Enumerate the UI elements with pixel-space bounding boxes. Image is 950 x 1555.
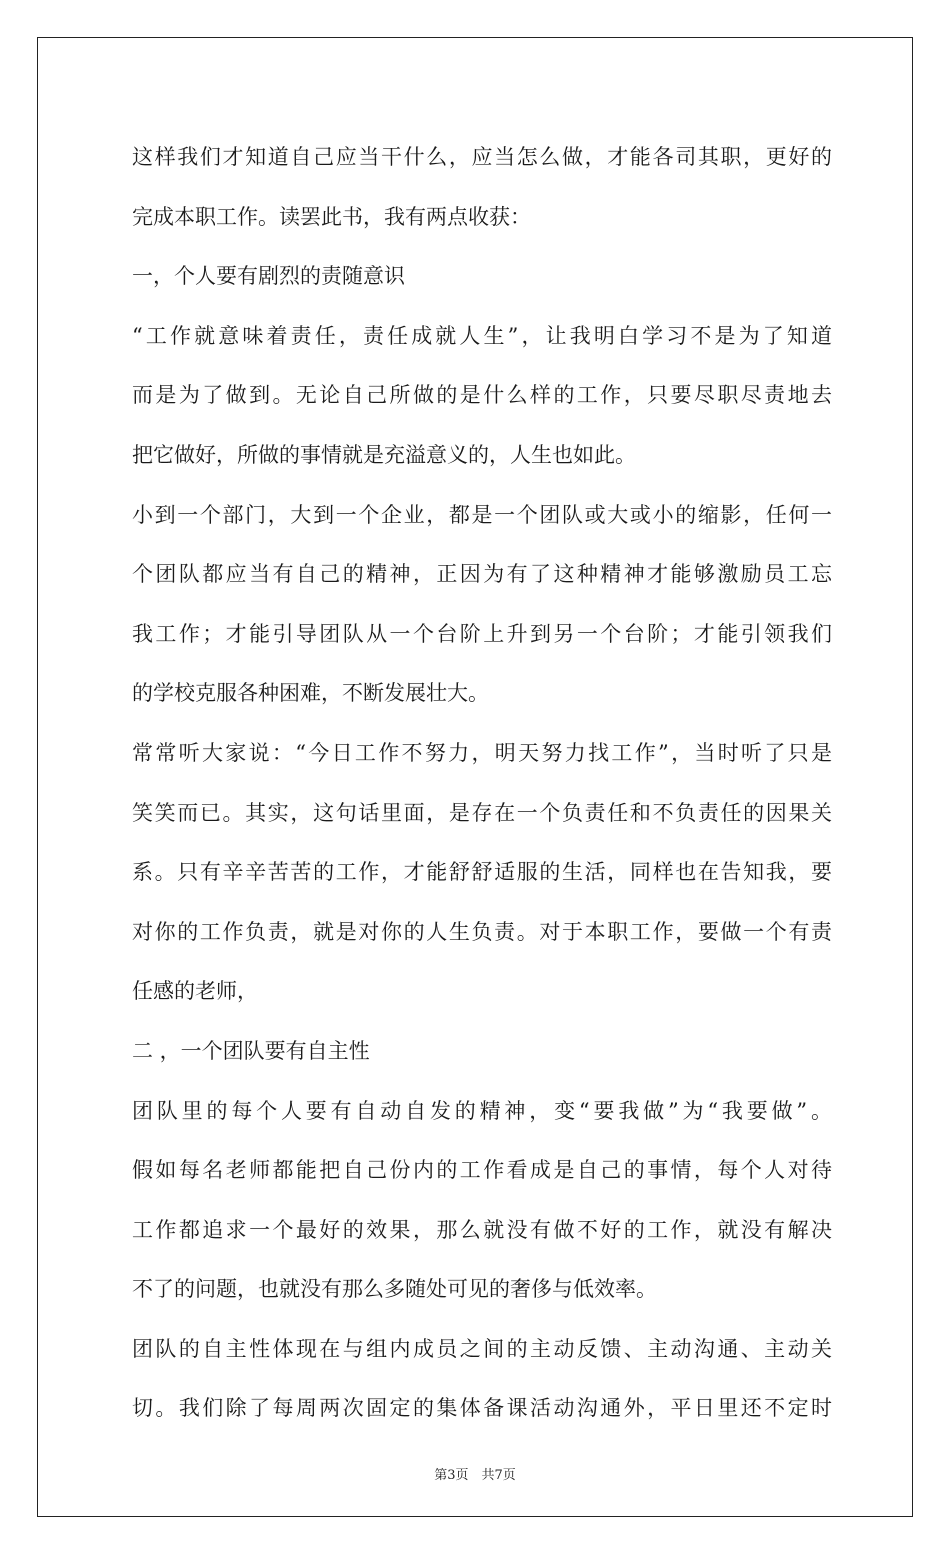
text-line: 切。我们除了每周两次固定的集体备课活动沟通外，平日里还不定时	[132, 1396, 832, 1421]
text-line: 系。只有辛辛苦苦的工作，才能舒舒适服的生活，同样也在告知我，要	[132, 860, 832, 885]
text-line: 这样我们才知道自己应当干什么，应当怎么做，才能各司其职，更好的	[132, 145, 832, 169]
text-line: 对你的工作负责，就是对你的人生负责。对于本职工作，要做一个有责	[132, 919, 832, 944]
text-line: 完成本职工作。读罢此书，我有两点收获：	[132, 204, 531, 229]
text-line: 而是为了做到。无论自己所做的是什么样的工作，只要尽职尽责地去	[132, 383, 832, 408]
text-line: 常常听大家说：“今日工作不努力，明天努力找工作”，当时听了只是	[132, 740, 832, 765]
text-line: “工作就意味着责任，责任成就人生”，让我明白学习不是为了知道	[132, 323, 832, 348]
text-line: 任感的老师，	[132, 979, 258, 1004]
document-body	[132, 128, 832, 1439]
text-line: 团队里的每个人要有自动自发的精神，变“要我做”为“我要做”。	[132, 1098, 832, 1123]
text-line: 团队的自主性体现在与组内成员之间的主动反馈、主动沟通、主动关	[132, 1336, 832, 1361]
text-line: 二 ，一个团队要有自主性	[132, 1038, 370, 1063]
text-line: 小到一个部门，大到一个企业，都是一个团队或大或小的缩影，任何一	[132, 502, 832, 527]
text-line: 假如每名老师都能把自己份内的工作看成是自己的事情，每个人对待	[132, 1158, 832, 1183]
text-line: 工作都追求一个最好的效果，那么就没有做不好的工作，就没有解决	[132, 1217, 832, 1242]
text-line: 把它做好，所做的事情就是充溢意义的，人生也如此。	[132, 442, 636, 467]
text-line: 一，个人要有剧烈的责随意识	[132, 264, 405, 289]
text-line: 不了的问题，也就没有那么多随处可见的奢侈与低效率。	[132, 1277, 657, 1302]
text-line: 笑笑而已。其实，这句话里面，是存在一个负责任和不负责任的因果关	[132, 800, 832, 825]
text-line: 个团队都应当有自己的精神，正因为有了这种精神才能够激励员工忘	[132, 562, 832, 587]
text-line: 我工作；才能引导团队从一个台阶上升到另一个台阶；才能引领我们	[132, 621, 832, 646]
text-line: 的学校克服各种困难，不断发展壮大。	[132, 681, 489, 706]
page-number: 第3页 共7页	[434, 1468, 516, 1483]
